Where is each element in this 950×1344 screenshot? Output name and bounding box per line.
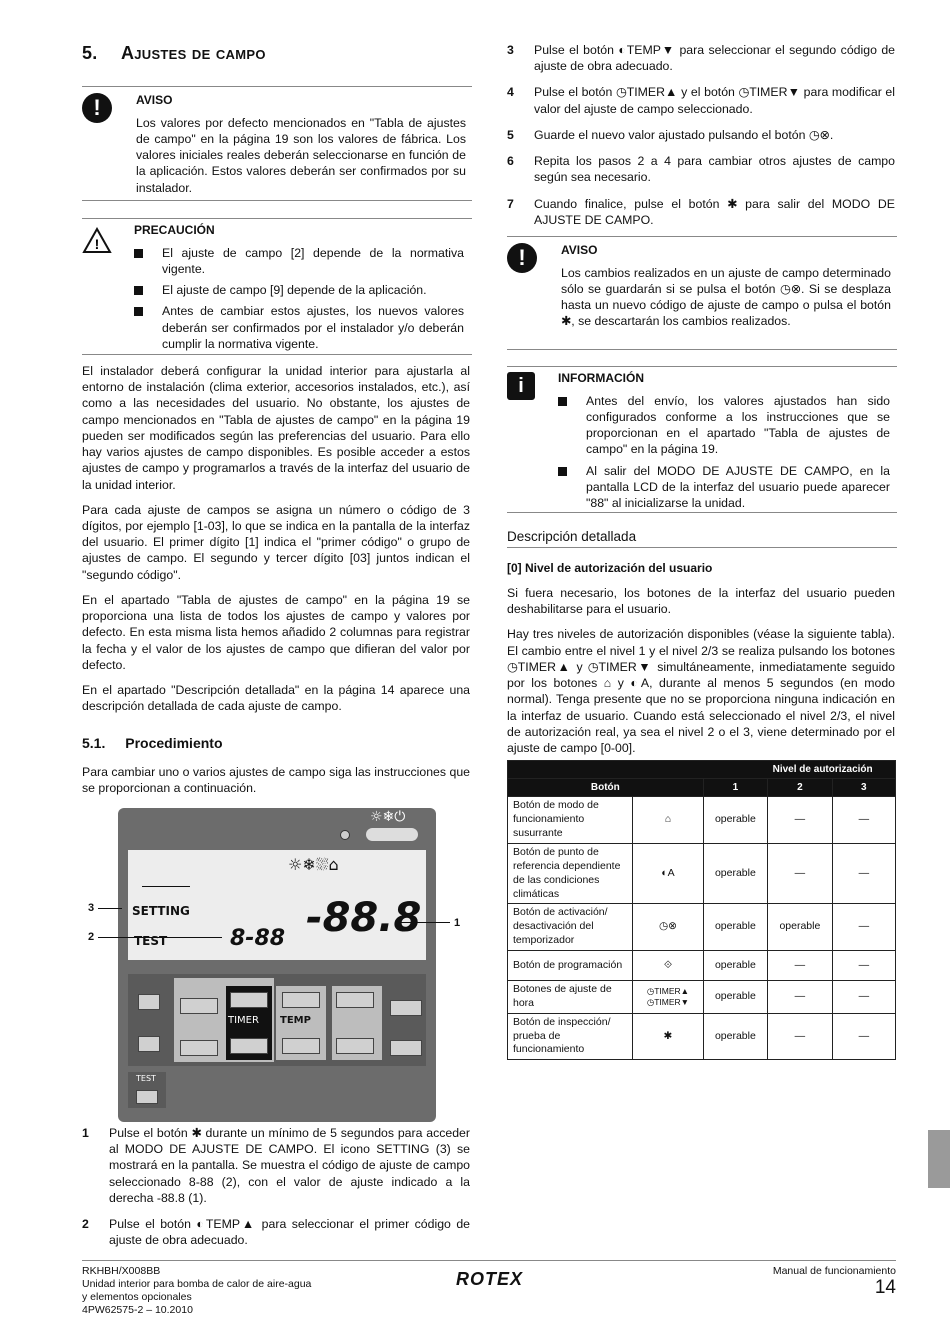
steps-right (507, 42, 895, 238)
lcd-screen (128, 850, 426, 960)
key-susurrante (138, 994, 160, 1010)
button-icon: ⌂ (633, 797, 703, 844)
callout-1: 1 (454, 917, 461, 929)
subsection-intro (82, 764, 470, 805)
callout-3: 3 (88, 902, 95, 914)
test-label: TEST (136, 1074, 156, 1083)
step-text: Repita los pasos 2 a 4 para cambiar otros ajustes de campo según sea necesario. (534, 154, 895, 185)
key-test (136, 1090, 158, 1104)
step-number: 2 (82, 1217, 89, 1232)
intro-paragraphs (82, 363, 470, 723)
warning-exclamation-icon: ! (507, 243, 537, 273)
divider (507, 236, 897, 237)
table-cell: operable (703, 980, 768, 1013)
aviso2-notice (561, 243, 891, 330)
step-item (507, 42, 895, 74)
lcd-value: -88.8 (306, 895, 422, 941)
temp-label: TEMP (280, 1015, 311, 1026)
table-cell: operable (703, 797, 768, 844)
list-item: Antes del envío, los valores ajustados han sido configurados conforme a los instrucciones que se proporcionan en el apartado "Tabla de ajustes de campo" en la página 19. (558, 393, 890, 458)
informacion-notice (558, 371, 890, 516)
table-header-level: 1 (703, 779, 768, 797)
step-text: Pulse el botón ◐TEMP▼ para seleccionar el segundo código de ajuste de obra adecuado. (534, 43, 895, 74)
button-icon: ⟐ (633, 950, 703, 980)
aviso2-title: AVISO (561, 243, 598, 257)
table-cell: — (768, 797, 833, 844)
button-icon: ✱ (633, 1013, 703, 1060)
divider (507, 366, 897, 367)
table-header-level: 2 (768, 779, 833, 797)
info-icon: i (507, 372, 535, 400)
list-item: Antes de cambiar estos ajustes, los nuevos valores deberán ser confirmados por el instalador y/o deberán cumplir la normativa vigente. (134, 303, 464, 352)
descripcion-subtitle: [0] Nivel de autorización del usuario (507, 561, 713, 575)
table-cell: — (832, 843, 895, 903)
authorization-table (507, 760, 896, 1060)
footer-desc: Unidad interior para bomba de calor de aire-agua (82, 1278, 312, 1291)
callout-line (398, 922, 450, 923)
step-number: 5 (507, 127, 514, 142)
descripcion-title: Descripción detallada (507, 529, 637, 544)
step-item (507, 153, 895, 185)
key-timer-down (230, 1038, 268, 1054)
button-icon: ◐A (633, 843, 703, 903)
key-weather (138, 1036, 160, 1052)
lcd-mode-icons: ☼❄⛆⌂ (288, 855, 339, 874)
warning-exclamation-icon: ! (82, 93, 112, 123)
key-temp-block (276, 986, 326, 1060)
table-cell: Botón de modo de funcionamiento susurrante (508, 797, 633, 844)
key-timer-block (226, 986, 272, 1060)
table-header-group: Nivel de autorización (768, 761, 896, 779)
divider (507, 512, 897, 513)
steps-left (82, 1125, 470, 1259)
key-timer-up (230, 992, 268, 1008)
step-text: Pulse el botón ◷TIMER▲ y el botón ◷TIMER▼ para modificar el valor del ajuste de campo seleccionado. (534, 85, 895, 116)
keypad (128, 974, 426, 1066)
button-icon: ◷⊗ (633, 904, 703, 951)
step-item (507, 84, 895, 116)
lcd-setting: SETTING (132, 904, 190, 918)
aviso-text: Los valores por defecto mencionados en "Tabla de ajustes de campo" en la página 19 son los valores de fábrica. Los valores iniciales reales deberán seleccionarse en función de la aplicación. Estos valores deberán ser confirmados por su instalador. (136, 115, 466, 195)
subsection-number: 5.1. (82, 735, 106, 751)
panel-led (340, 830, 350, 840)
test-key-area (128, 1072, 166, 1108)
precaucion-notice (134, 223, 464, 357)
step-number: 6 (507, 154, 514, 169)
section-heading (82, 42, 266, 66)
footer-divider (82, 1260, 896, 1261)
key-program (180, 998, 218, 1014)
side-tab-marker (928, 1130, 950, 1188)
subsection-heading (82, 734, 223, 752)
key-water-block (332, 986, 382, 1060)
step-text: Guarde el nuevo valor ajustado pulsando el botón ◷⊗. (534, 127, 834, 142)
section-number: 5. (82, 43, 98, 63)
callout-line (98, 937, 222, 938)
key-timer-onoff (180, 1040, 218, 1056)
table-cell: Botones de ajuste de hora (508, 980, 633, 1013)
key-temp-down (282, 1038, 320, 1054)
button-icon: ◷TIMER▲ ◷TIMER▼ (633, 980, 703, 1013)
step-number: 3 (507, 43, 514, 57)
table-cell: — (832, 797, 895, 844)
table-cell: — (832, 980, 895, 1013)
footer-manual: Manual de funcionamiento (772, 1265, 896, 1277)
footer-right (773, 1265, 896, 1299)
paragraph: En el apartado "Descripción detallada" en la página 14 aparece una descripción detallada de cada ajuste de campo. (82, 682, 470, 714)
table-cell: — (768, 980, 833, 1013)
caution-triangle-icon (82, 227, 112, 254)
table-cell: operable (768, 904, 833, 951)
step-number: 1 (82, 1126, 89, 1140)
table-row (508, 904, 896, 951)
descripcion-paragraphs (507, 585, 895, 765)
table-row (508, 797, 896, 844)
table-cell: operable (703, 843, 768, 903)
callout-line (98, 908, 122, 909)
divider (507, 349, 897, 350)
lcd-test: TEST (134, 934, 168, 948)
table-cell: Botón de inspección/ prueba de funcionamiento (508, 1013, 633, 1060)
table-cell: — (768, 1013, 833, 1060)
table-cell: operable (703, 950, 768, 980)
key-onoff (390, 1040, 422, 1056)
page-number: 14 (874, 1277, 896, 1299)
divider (82, 354, 472, 355)
remote-controller-illustration (118, 808, 436, 1122)
panel-power-button (366, 828, 418, 841)
subsection-title: Procedimiento (125, 735, 223, 751)
brand-logo: ROTEX (456, 1269, 524, 1289)
list-item: El ajuste de campo [2] depende de la normativa vigente. (134, 245, 464, 277)
table-cell: — (832, 950, 895, 980)
paragraph: Para cada ajuste de campos se asigna un número o código de 3 dígitos, por ejemplo [1-03], lo que se indica en la pantalla de la interfaz del usuario. El primer dígito [1] indica el "primer código" o grupo de ajustes de campo. El segundo y tercer dígito [03] juntos indican el "segundo código". (82, 502, 470, 582)
table-header-level: 3 (832, 779, 895, 797)
key-water-down (336, 1038, 374, 1054)
aviso-notice (136, 93, 466, 196)
lcd-code: 8-88 (230, 926, 286, 951)
table-row (508, 980, 896, 1013)
step-text: Pulse el botón ✱ durante un mínimo de 5 segundos para acceder al MODO DE AJUSTE DE CAMPO. El icono SETTING (3) se mostrará en la pantalla. Se muestra el código de ajuste de campo seleccionado 8-88 (2), con el valor de ajuste indicado a la derecha -88.8 (1). (109, 1126, 470, 1205)
table-row (508, 843, 896, 903)
table-row (508, 1013, 896, 1060)
precaucion-title: PRECAUCIÓN (134, 223, 215, 237)
paragraph: Hay tres niveles de autorización disponibles (véase la siguiente tabla). El cambio entre el nivel 1 y el nivel 2/3 se realiza pulsando los botones ◷TIMER▲ y ◷TIMER▼ simultáneamente, inmediatamente seguido por los botones ⌂ y ◐A, durante al menos 5 segundos (en modo normal). Tenga presente que no se proporciona ninguna indicación en la interfaz de usuario. Cuando está seleccionado el nivel 2/3, el nivel de autorización real, ya sea el nivel 2 o el 3, viene determinado por el ajuste de campo [0-00]. (507, 627, 895, 755)
table-cell: — (768, 843, 833, 903)
divider (82, 218, 472, 219)
list-item: Al salir del MODO DE AJUSTE DE CAMPO, en la pantalla LCD de la interfaz del usuario puede aparecer "88" al inicializarse la unidad. (558, 463, 890, 512)
step-item (82, 1125, 470, 1206)
callout-2: 2 (88, 931, 95, 943)
step-item (507, 196, 895, 228)
timer-label: TIMER (228, 1015, 259, 1026)
footer-desc: y elementos opcionales (82, 1291, 192, 1304)
table-cell: — (832, 904, 895, 951)
list-item: El ajuste de campo [9] depende de la aplicación. (134, 282, 464, 298)
table-cell: operable (703, 1013, 768, 1060)
divider (82, 200, 472, 201)
aviso-title: AVISO (136, 93, 173, 107)
paragraph: En el apartado "Tabla de ajustes de campo" en la página 19 se proporciona una lista de todos los ajustes de campo y valores por defecto. En esta misma lista hemos añadido 2 columnas para registrar la fecha y el valor de los ajustes de campo que difieran del valor por defecto. (82, 592, 470, 672)
key-mode (390, 1000, 422, 1016)
footer-model: RKHBH/X008BB (82, 1265, 161, 1277)
table-row (508, 950, 896, 980)
key-water-up (336, 992, 374, 1008)
informacion-list (558, 393, 890, 512)
footer-code: 4PW62575-2 – 10.2010 (82, 1304, 193, 1317)
step-item (507, 127, 895, 143)
divider (82, 86, 472, 87)
paragraph: Para cambiar uno o varios ajustes de campo siga las instrucciones que se proporcionan a continuación. (82, 765, 470, 796)
table-cell: Botón de punto de referencia dependiente de las condiciones climáticas (508, 843, 633, 903)
step-number: 7 (507, 196, 514, 211)
lcd-line (142, 886, 190, 887)
table-cell: Botón de activación/ desactivación del temporizador (508, 904, 633, 951)
table-cell: — (832, 1013, 895, 1060)
precaucion-list (134, 245, 464, 352)
step-item (82, 1216, 470, 1248)
divider (507, 547, 897, 548)
mode-icons: ☼❄⏻ (370, 809, 406, 825)
paragraph: Si fuera necesario, los botones de la interfaz del usuario pueden deshabilitarse para el usuario. (507, 586, 895, 617)
aviso2-text: Los cambios realizados en un ajuste de campo determinado sólo se guardarán si se pulsa el botón ◷⊗. Si se desplaza hasta un nuevo código de ajuste de campo o pulsa el botón ✱, se descartarán los cambios realizados. (561, 265, 891, 329)
table-cell: — (768, 950, 833, 980)
step-number: 4 (507, 85, 514, 100)
step-text: Cuando finalice, pulse el botón ✱ para salir del MODO DE AJUSTE DE CAMPO. (534, 196, 895, 227)
step-text: Pulse el botón ◐TEMP▲ para seleccionar el primer código de ajuste de obra adecuado. (109, 1217, 470, 1248)
svg-text:!: ! (94, 236, 100, 252)
informacion-title: INFORMACIÓN (558, 371, 644, 385)
table-header-blank (508, 761, 768, 779)
key-temp-up (282, 992, 320, 1008)
section-title: Ajustes de campo (120, 43, 266, 63)
paragraph: El instalador deberá configurar la unidad interior para ajustarla al entorno de instalación (clima exterior, accesorios instalados, etc.), así como a las necesidades del usuario. No obstante, los ajustes de campo mencionados en "Tabla de ajustes de campo" en la página 19 pueden ser modificados según las preferencias del usuario. Para ello hay varios ajustes de campo disponibles. Es posible acceder a estos ajustes de campo y programarlos a través de la interfaz del usuario de la unidad interior. (82, 364, 470, 492)
table-cell: operable (703, 904, 768, 951)
table-cell: Botón de programación (508, 950, 633, 980)
table-header-boton: Botón (508, 779, 704, 797)
footer-left (82, 1265, 311, 1318)
